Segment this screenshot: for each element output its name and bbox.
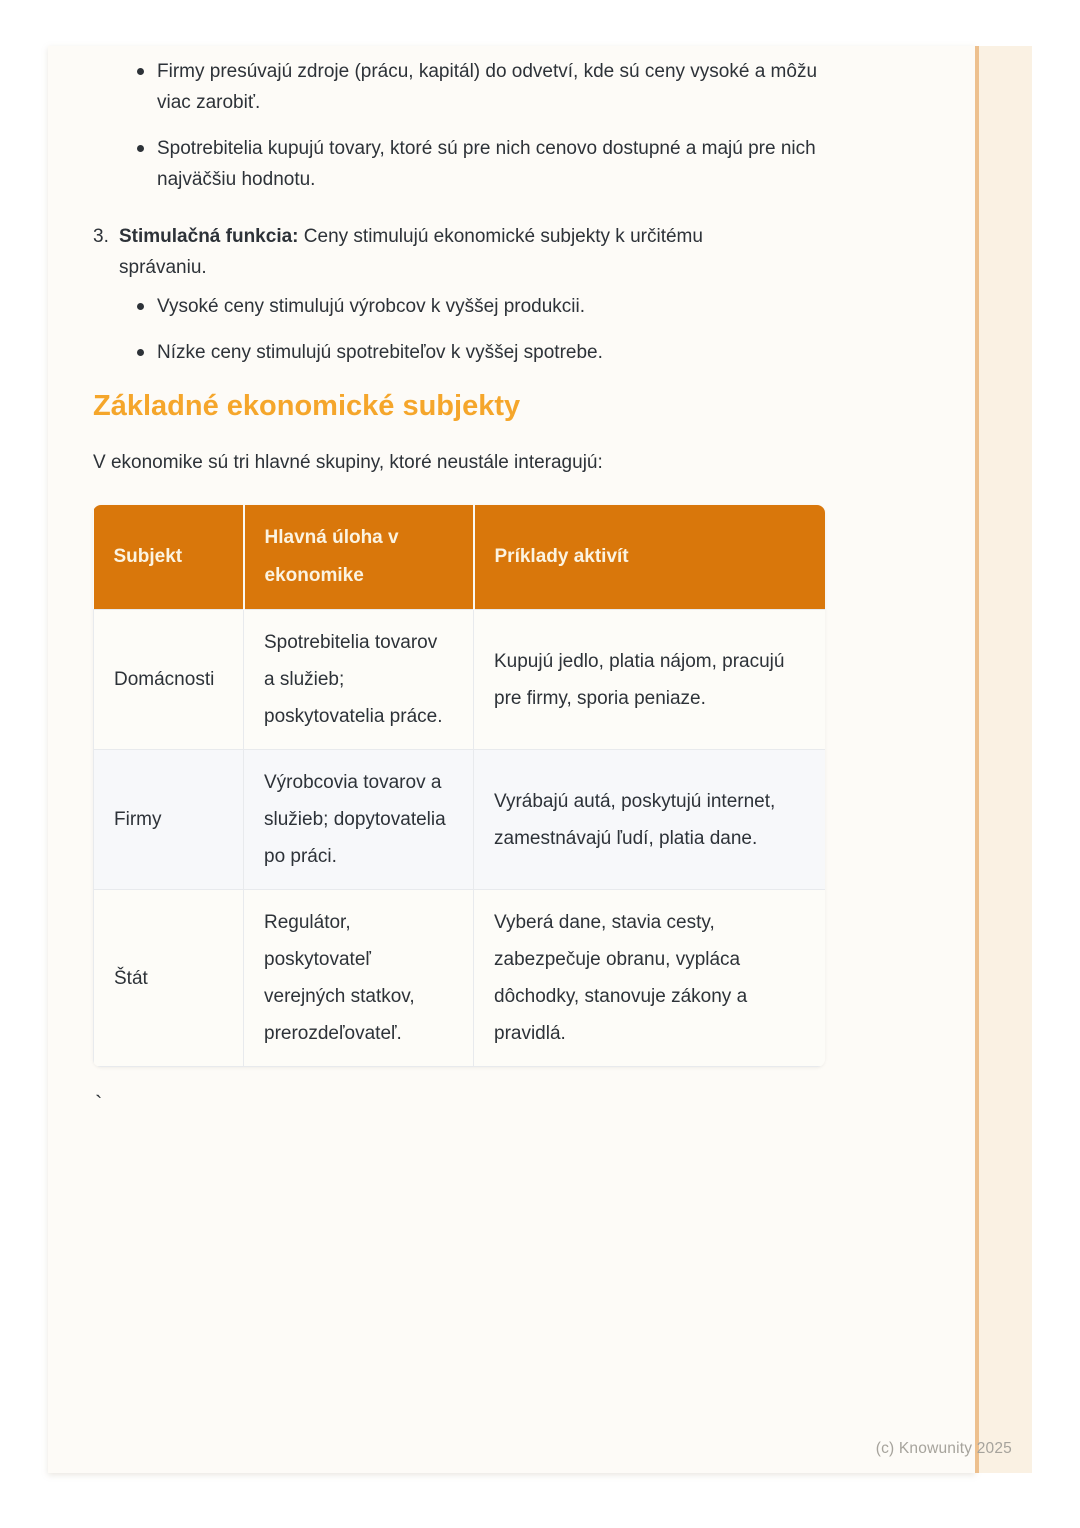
table-row — [94, 890, 826, 1067]
document-content — [48, 46, 975, 1115]
numbered-item-rest: Ceny stimulujú ekonomické subjekty k určitému správaniu. — [119, 226, 703, 278]
intro-paragraph: V ekonomike sú tri hlavné skupiny, ktoré neustále interagujú: — [93, 452, 603, 473]
bullet-icon — [137, 145, 144, 152]
list-item — [93, 56, 817, 118]
list-item-text: Vysoké ceny stimulujú výrobcov k vyššej produkcii. — [157, 296, 586, 317]
table-header-row — [94, 505, 826, 610]
cell-role: Výrobcovia tovarov a služieb; dopytovatelia po práci. — [244, 750, 474, 890]
decorative-side-stripe — [975, 46, 1032, 1473]
list-item — [93, 133, 817, 195]
cell-examples: Kupujú jedlo, platia nájom, pracujú pre firmy, sporia peniaze. — [474, 610, 826, 750]
numbered-item — [93, 221, 975, 283]
sub-bullet-list — [93, 291, 817, 368]
column-header-examples: Príklady aktivít — [474, 505, 826, 610]
cell-role: Spotrebitelia tovarov a služieb; poskytovatelia práce. — [244, 610, 474, 750]
bullet-icon — [137, 68, 144, 75]
list-item — [93, 291, 817, 322]
numbered-item-bold-label: Stimulačná funkcia: — [119, 226, 299, 247]
bullet-icon — [137, 349, 144, 356]
subjects-table — [93, 505, 825, 1067]
cell-role: Regulátor, poskytovateľ verejných statkov, prerozdeľovateľ. — [244, 890, 474, 1067]
table-row — [94, 750, 826, 890]
cell-subject: Firmy — [94, 750, 244, 890]
subjects-table-wrapper — [93, 505, 825, 1067]
list-item-text: Firmy presúvajú zdroje (prácu, kapitál) do odvetví, kde sú ceny vysoké a môžu viac zarobiť. — [157, 61, 818, 113]
list-item — [93, 337, 817, 368]
cell-subject: Štát — [94, 890, 244, 1067]
bullet-icon — [137, 303, 144, 310]
document-page — [48, 46, 975, 1473]
cell-examples: Vyberá dane, stavia cesty, zabezpečuje obranu, vypláca dôchodky, stanovuje zákony a pravidlá. — [474, 890, 826, 1067]
column-header-subject: Subjekt — [94, 505, 244, 610]
stray-backtick-mark: ` — [95, 1091, 103, 1116]
cell-examples: Vyrábajú autá, poskytujú internet, zamestnávajú ľudí, platia dane. — [474, 750, 826, 890]
table-row — [94, 610, 826, 750]
bullet-list — [93, 56, 817, 195]
column-header-role: Hlavná úloha v ekonomike — [244, 505, 474, 610]
list-item-text: Spotrebitelia kupujú tovary, ktoré sú pre nich cenovo dostupné a majú pre nich najväčšiu hodnotu. — [157, 138, 816, 190]
list-item-text: Nízke ceny stimulujú spotrebiteľov k vyššej spotrebe. — [157, 342, 603, 363]
numbered-item-text — [119, 221, 779, 283]
cell-subject: Domácnosti — [94, 610, 244, 750]
numbered-item-number: 3. — [93, 226, 109, 247]
footer-credit: (c) Knowunity 2025 — [875, 1440, 1012, 1457]
section-heading: Základné ekonomické subjekty — [93, 390, 521, 422]
